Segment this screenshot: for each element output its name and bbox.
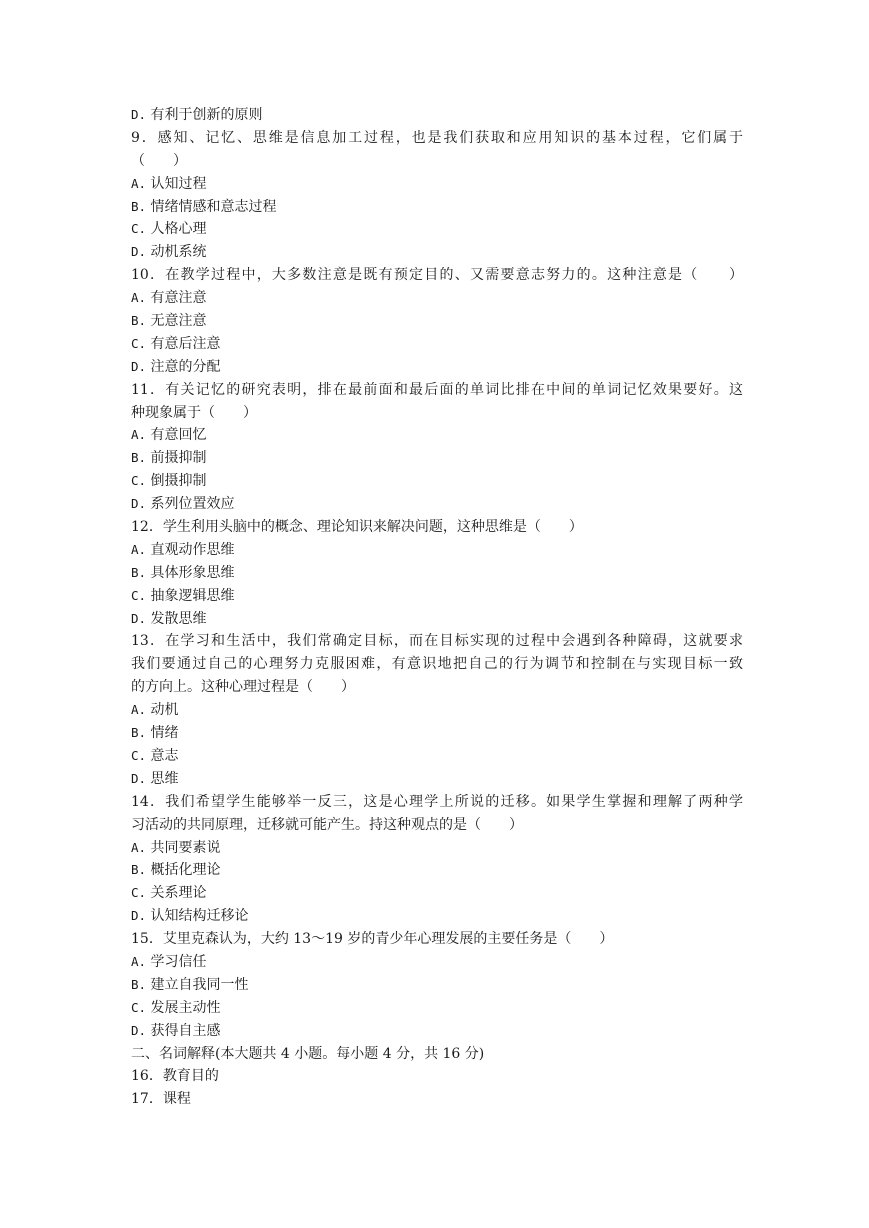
option-letter: C. (131, 885, 147, 901)
answer-option (131, 356, 743, 379)
answer-option (131, 447, 743, 470)
question-text: 16．教育目的 (131, 1068, 219, 1085)
answer-option (131, 699, 743, 722)
option-letter: D. (131, 610, 147, 626)
option-text: 发展主动性 (150, 999, 221, 1016)
answer-option (131, 241, 743, 264)
option-letter: D. (131, 770, 147, 786)
option-text: 建立自我同一性 (150, 976, 249, 993)
option-letter: D. (131, 358, 147, 374)
option-text: 获得自主感 (150, 1022, 221, 1039)
option-letter: D. (131, 908, 147, 924)
option-text: 共同要素说 (150, 839, 221, 856)
answer-option (131, 310, 743, 333)
option-text: 情绪情感和意志过程 (150, 198, 277, 215)
answer-option (131, 974, 743, 997)
option-letter: B. (131, 198, 147, 214)
option-letter: D. (131, 1022, 147, 1038)
option-letter: A. (131, 839, 147, 855)
question-text: 12．学生利用头脑中的概念、理论知识来解决问题，这种思维是（ ） (131, 519, 583, 536)
question-text: 11．有关记忆的研究表明，排在最前面和最后面的单词比排在中间的单词记忆效果要好。这 (131, 381, 743, 398)
question-text: 13．在学习和生活中，我们常确定目标，而在目标实现的过程中会遇到各种障碍，这就要求 (131, 633, 743, 650)
option-text: 有意注意 (150, 290, 207, 307)
option-text: 情绪 (150, 725, 179, 742)
question-text: 14．我们希望学生能够举一反三，这是心理学上所说的迁移。如果学生掌握和理解了两种学 (131, 793, 743, 810)
option-text: 关系理论 (150, 885, 207, 902)
option-text: 抽象逻辑思维 (150, 587, 235, 604)
answer-option (131, 859, 743, 882)
option-text: 直观动作思维 (150, 541, 235, 558)
answer-option (131, 722, 743, 745)
question-text: 10．在教学过程中，大多数注意是既有预定目的、又需要意志努力的。这种注意是（ ） (131, 267, 743, 284)
option-text: 思维 (150, 770, 179, 787)
option-text: 有意回忆 (150, 427, 207, 444)
answer-option (131, 905, 743, 928)
answer-option (131, 287, 743, 310)
answer-option (131, 424, 743, 447)
option-text: 倒摄抑制 (150, 473, 207, 490)
option-text: 发散思维 (150, 610, 207, 627)
option-letter: A. (131, 290, 147, 306)
answer-option (131, 470, 743, 493)
question-text: 15．艾里克森认为，大约 13～19 岁的青少年心理发展的主要任务是（ ） (131, 931, 614, 948)
answer-option (131, 173, 743, 196)
option-letter: A. (131, 427, 147, 443)
option-letter: A. (131, 541, 147, 557)
option-letter: D. (131, 107, 147, 122)
answer-option (131, 745, 743, 768)
option-letter: C. (131, 747, 147, 763)
option-letter: B. (131, 564, 147, 580)
option-text: 前摄抑制 (150, 450, 207, 467)
option-text: 意志 (150, 747, 179, 764)
option-letter: C. (131, 221, 147, 237)
option-letter: A. (131, 702, 147, 718)
answer-option (131, 585, 743, 608)
answer-option (131, 1020, 743, 1043)
option-text: 概括化理论 (150, 862, 221, 879)
option-text: 学习信任 (150, 953, 207, 970)
question-text: 种现象属于（ ） (131, 404, 257, 421)
option-letter: B. (131, 976, 147, 992)
answer-option (131, 608, 743, 631)
option-letter: C. (131, 335, 147, 351)
answer-option (131, 493, 743, 516)
question-text: 习活动的共同原理，迁移就可能产生。持这种观点的是（ ） (131, 816, 523, 833)
answer-option (131, 882, 743, 905)
option-letter: D. (131, 496, 147, 512)
option-letter: B. (131, 313, 147, 329)
exam-content (131, 104, 743, 1111)
answer-option (131, 837, 743, 860)
answer-option (131, 768, 743, 791)
answer-option (131, 997, 743, 1020)
answer-option (131, 539, 743, 562)
answer-option (131, 951, 743, 974)
option-letter: A. (131, 175, 147, 191)
option-text: 具体形象思维 (150, 564, 235, 581)
option-letter: B. (131, 450, 147, 466)
answer-option (131, 218, 743, 241)
option-letter: B. (131, 725, 147, 741)
option-letter: D. (131, 244, 147, 260)
option-text: 系列位置效应 (150, 496, 235, 513)
option-text: 有利于创新的原则 (150, 107, 263, 123)
answer-option (131, 562, 743, 585)
option-text: 人格心理 (150, 221, 207, 238)
option-text: 有意后注意 (150, 335, 221, 352)
question-text: 9．感知、记忆、思维是信息加工过程，也是我们获取和应用知识的基本过程，它们属于 (131, 129, 743, 146)
question-text: （ ） (131, 152, 187, 169)
answer-option (131, 104, 743, 127)
section-heading: 二、名词解释(本大题共 4 小题。每小题 4 分，共 16 分) (131, 1045, 485, 1062)
question-text: 的方向上。这种心理过程是（ ） (131, 679, 355, 696)
option-text: 动机系统 (150, 244, 207, 261)
option-text: 注意的分配 (150, 358, 221, 375)
option-letter: A. (131, 953, 147, 969)
question-text: 17．课程 (131, 1091, 191, 1108)
option-text: 认知过程 (150, 175, 207, 192)
option-text: 无意注意 (150, 313, 207, 330)
option-letter: C. (131, 587, 147, 603)
option-letter: B. (131, 862, 147, 878)
option-letter: C. (131, 999, 147, 1015)
answer-option (131, 196, 743, 219)
answer-option (131, 333, 743, 356)
option-text: 动机 (150, 702, 179, 719)
question-text: 我们要通过自己的心理努力克服困难，有意识地把自己的行为调节和控制在与实现目标一致 (131, 656, 743, 673)
option-text: 认知结构迁移论 (150, 908, 249, 925)
option-letter: C. (131, 473, 147, 489)
